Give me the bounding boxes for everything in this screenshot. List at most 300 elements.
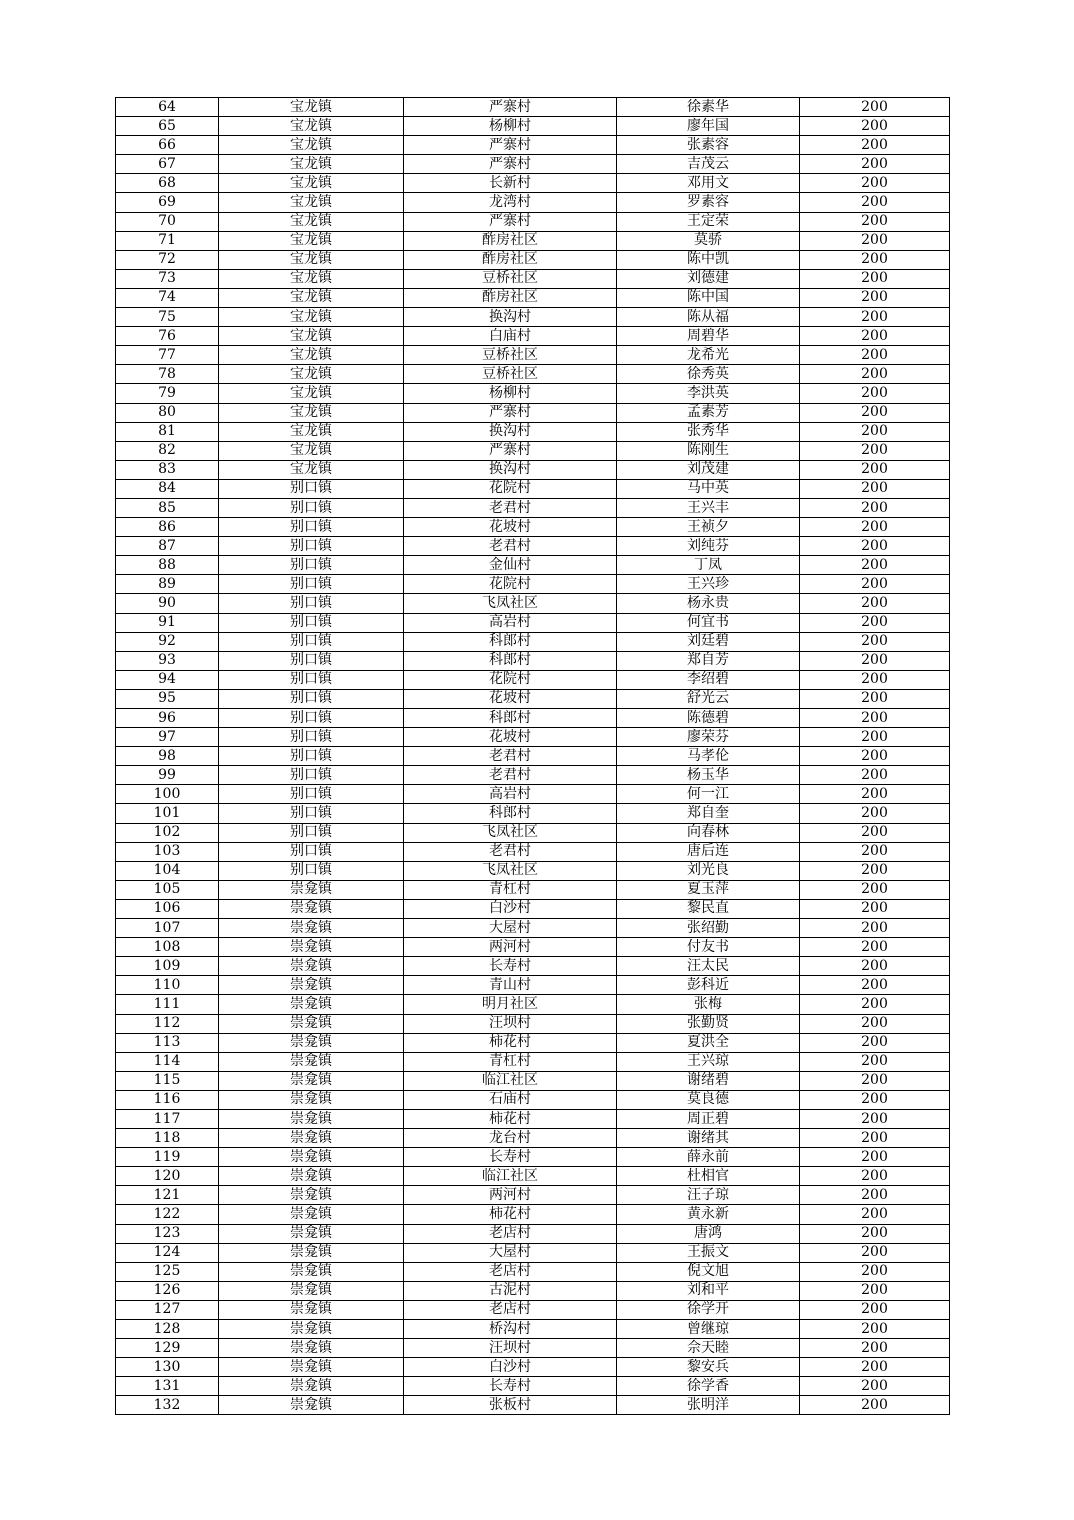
table-row	[116, 689, 950, 708]
village-cell: 严寨村	[404, 403, 617, 422]
village-cell: 严寨村	[404, 441, 617, 460]
town-cell: 别口镇	[219, 632, 404, 651]
row-number-cell: 64	[116, 98, 219, 117]
village-cell: 古泥村	[404, 1281, 617, 1300]
row-number-cell: 96	[116, 709, 219, 728]
village-cell: 酢房社区	[404, 250, 617, 269]
table-row	[116, 1129, 950, 1148]
table-row	[116, 193, 950, 212]
town-cell: 宝龙镇	[219, 231, 404, 250]
town-cell: 宝龙镇	[219, 193, 404, 212]
row-number-cell: 107	[116, 919, 219, 938]
name-cell: 马孝伦	[617, 747, 800, 766]
name-cell: 薛永前	[617, 1148, 800, 1167]
amount-cell: 200	[800, 995, 950, 1014]
town-cell: 宝龙镇	[219, 117, 404, 136]
village-cell: 石庙村	[404, 1090, 617, 1109]
town-cell: 崇龛镇	[219, 1033, 404, 1052]
roster-table	[115, 97, 950, 1415]
village-cell: 柿花村	[404, 1205, 617, 1224]
town-cell: 崇龛镇	[219, 1186, 404, 1205]
town-cell: 别口镇	[219, 804, 404, 823]
table-row	[116, 594, 950, 613]
amount-cell: 200	[800, 880, 950, 899]
town-cell: 崇龛镇	[219, 1262, 404, 1281]
town-cell: 崇龛镇	[219, 1148, 404, 1167]
name-cell: 徐学香	[617, 1377, 800, 1396]
name-cell: 付友书	[617, 938, 800, 957]
amount-cell: 200	[800, 460, 950, 479]
table-row	[116, 1243, 950, 1262]
name-cell: 莫良德	[617, 1090, 800, 1109]
town-cell: 宝龙镇	[219, 365, 404, 384]
table-row	[116, 651, 950, 670]
town-cell: 崇龛镇	[219, 1052, 404, 1071]
amount-cell: 200	[800, 1396, 950, 1415]
name-cell: 李洪英	[617, 384, 800, 403]
amount-cell: 200	[800, 117, 950, 136]
amount-cell: 200	[800, 193, 950, 212]
town-cell: 别口镇	[219, 479, 404, 498]
town-cell: 崇龛镇	[219, 938, 404, 957]
name-cell: 汪太民	[617, 957, 800, 976]
town-cell: 宝龙镇	[219, 288, 404, 307]
row-number-cell: 76	[116, 327, 219, 346]
row-number-cell: 66	[116, 136, 219, 155]
row-number-cell: 114	[116, 1052, 219, 1071]
village-cell: 长寿村	[404, 1377, 617, 1396]
table-row	[116, 1109, 950, 1128]
row-number-cell: 84	[116, 479, 219, 498]
name-cell: 夏洪全	[617, 1033, 800, 1052]
town-cell: 别口镇	[219, 842, 404, 861]
town-cell: 崇龛镇	[219, 1167, 404, 1186]
name-cell: 汪子琼	[617, 1186, 800, 1205]
table-row	[116, 231, 950, 250]
amount-cell: 200	[800, 823, 950, 842]
town-cell: 别口镇	[219, 861, 404, 880]
table-row	[116, 1300, 950, 1319]
row-number-cell: 102	[116, 823, 219, 842]
village-cell: 汪坝村	[404, 1339, 617, 1358]
row-number-cell: 75	[116, 308, 219, 327]
village-cell: 大屋村	[404, 1243, 617, 1262]
row-number-cell: 74	[116, 288, 219, 307]
town-cell: 宝龙镇	[219, 212, 404, 231]
name-cell: 黎民直	[617, 899, 800, 918]
table-row	[116, 1071, 950, 1090]
village-cell: 科郎村	[404, 651, 617, 670]
amount-cell: 200	[800, 98, 950, 117]
name-cell: 廖荣芬	[617, 728, 800, 747]
amount-cell: 200	[800, 498, 950, 517]
table-row	[116, 98, 950, 117]
village-cell: 杨柳村	[404, 117, 617, 136]
village-cell: 严寨村	[404, 98, 617, 117]
table-row	[116, 632, 950, 651]
name-cell: 王兴珍	[617, 575, 800, 594]
table-row	[116, 670, 950, 689]
name-cell: 刘纯芬	[617, 537, 800, 556]
table-row	[116, 422, 950, 441]
table-row	[116, 766, 950, 785]
village-cell: 科郎村	[404, 709, 617, 728]
amount-cell: 200	[800, 1339, 950, 1358]
name-cell: 孟素芳	[617, 403, 800, 422]
name-cell: 佘天睦	[617, 1339, 800, 1358]
name-cell: 彭科近	[617, 976, 800, 995]
amount-cell: 200	[800, 1377, 950, 1396]
town-cell: 宝龙镇	[219, 308, 404, 327]
village-cell: 白沙村	[404, 899, 617, 918]
village-cell: 青杠村	[404, 1052, 617, 1071]
name-cell: 王定荣	[617, 212, 800, 231]
name-cell: 刘茂建	[617, 460, 800, 479]
amount-cell: 200	[800, 709, 950, 728]
town-cell: 别口镇	[219, 728, 404, 747]
table-row	[116, 1339, 950, 1358]
row-number-cell: 126	[116, 1281, 219, 1300]
name-cell: 陈刚生	[617, 441, 800, 460]
row-number-cell: 124	[116, 1243, 219, 1262]
table-row	[116, 575, 950, 594]
town-cell: 别口镇	[219, 518, 404, 537]
village-cell: 老君村	[404, 747, 617, 766]
amount-cell: 200	[800, 384, 950, 403]
village-cell: 豆桥社区	[404, 365, 617, 384]
row-number-cell: 77	[116, 346, 219, 365]
row-number-cell: 131	[116, 1377, 219, 1396]
amount-cell: 200	[800, 575, 950, 594]
amount-cell: 200	[800, 1300, 950, 1319]
row-number-cell: 68	[116, 174, 219, 193]
town-cell: 崇龛镇	[219, 995, 404, 1014]
amount-cell: 200	[800, 288, 950, 307]
amount-cell: 200	[800, 861, 950, 880]
amount-cell: 200	[800, 842, 950, 861]
village-cell: 豆桥社区	[404, 269, 617, 288]
name-cell: 杨永贵	[617, 594, 800, 613]
village-cell: 飞凤社区	[404, 861, 617, 880]
town-cell: 宝龙镇	[219, 250, 404, 269]
table-row	[116, 384, 950, 403]
table-row	[116, 995, 950, 1014]
name-cell: 谢绪其	[617, 1129, 800, 1148]
row-number-cell: 121	[116, 1186, 219, 1205]
table-row	[116, 327, 950, 346]
name-cell: 王兴琼	[617, 1052, 800, 1071]
town-cell: 别口镇	[219, 785, 404, 804]
row-number-cell: 72	[116, 250, 219, 269]
row-number-cell: 71	[116, 231, 219, 250]
amount-cell: 200	[800, 1281, 950, 1300]
village-cell: 飞凤社区	[404, 594, 617, 613]
name-cell: 唐后连	[617, 842, 800, 861]
name-cell: 邓用文	[617, 174, 800, 193]
village-cell: 科郎村	[404, 632, 617, 651]
village-cell: 两河村	[404, 1186, 617, 1205]
table-row	[116, 1262, 950, 1281]
town-cell: 别口镇	[219, 498, 404, 517]
village-cell: 严寨村	[404, 212, 617, 231]
amount-cell: 200	[800, 613, 950, 632]
amount-cell: 200	[800, 422, 950, 441]
amount-cell: 200	[800, 1243, 950, 1262]
table-row	[116, 709, 950, 728]
name-cell: 刘光良	[617, 861, 800, 880]
village-cell: 青杠村	[404, 880, 617, 899]
table-row	[116, 1014, 950, 1033]
amount-cell: 200	[800, 537, 950, 556]
village-cell: 酢房社区	[404, 288, 617, 307]
row-number-cell: 81	[116, 422, 219, 441]
amount-cell: 200	[800, 804, 950, 823]
village-cell: 老君村	[404, 537, 617, 556]
name-cell: 谢绪碧	[617, 1071, 800, 1090]
village-cell: 柿花村	[404, 1109, 617, 1128]
village-cell: 龙湾村	[404, 193, 617, 212]
village-cell: 金仙村	[404, 556, 617, 575]
village-cell: 花坡村	[404, 689, 617, 708]
name-cell: 郑自芳	[617, 651, 800, 670]
table-row	[116, 403, 950, 422]
row-number-cell: 83	[116, 460, 219, 479]
row-number-cell: 70	[116, 212, 219, 231]
name-cell: 向春林	[617, 823, 800, 842]
name-cell: 张秀华	[617, 422, 800, 441]
row-number-cell: 116	[116, 1090, 219, 1109]
amount-cell: 200	[800, 670, 950, 689]
village-cell: 老店村	[404, 1262, 617, 1281]
town-cell: 别口镇	[219, 575, 404, 594]
table-row	[116, 136, 950, 155]
town-cell: 崇龛镇	[219, 957, 404, 976]
name-cell: 郑自奎	[617, 804, 800, 823]
row-number-cell: 90	[116, 594, 219, 613]
town-cell: 宝龙镇	[219, 422, 404, 441]
village-cell: 青山村	[404, 976, 617, 995]
table-row	[116, 1186, 950, 1205]
town-cell: 崇龛镇	[219, 1129, 404, 1148]
name-cell: 何一江	[617, 785, 800, 804]
town-cell: 别口镇	[219, 766, 404, 785]
town-cell: 宝龙镇	[219, 384, 404, 403]
amount-cell: 200	[800, 747, 950, 766]
amount-cell: 200	[800, 1186, 950, 1205]
town-cell: 崇龛镇	[219, 1243, 404, 1262]
amount-cell: 200	[800, 441, 950, 460]
amount-cell: 200	[800, 1090, 950, 1109]
amount-cell: 200	[800, 1109, 950, 1128]
town-cell: 宝龙镇	[219, 136, 404, 155]
row-number-cell: 98	[116, 747, 219, 766]
name-cell: 张勤贤	[617, 1014, 800, 1033]
town-cell: 崇龛镇	[219, 1090, 404, 1109]
village-cell: 龙台村	[404, 1129, 617, 1148]
name-cell: 黄永新	[617, 1205, 800, 1224]
row-number-cell: 108	[116, 938, 219, 957]
name-cell: 莫骄	[617, 231, 800, 250]
row-number-cell: 109	[116, 957, 219, 976]
name-cell: 刘德建	[617, 269, 800, 288]
amount-cell: 200	[800, 1167, 950, 1186]
name-cell: 舒光云	[617, 689, 800, 708]
town-cell: 宝龙镇	[219, 155, 404, 174]
village-cell: 高岩村	[404, 613, 617, 632]
village-cell: 换沟村	[404, 422, 617, 441]
name-cell: 陈从福	[617, 308, 800, 327]
village-cell: 明月社区	[404, 995, 617, 1014]
amount-cell: 200	[800, 365, 950, 384]
table-row	[116, 498, 950, 517]
village-cell: 长新村	[404, 174, 617, 193]
table-row	[116, 1167, 950, 1186]
amount-cell: 200	[800, 689, 950, 708]
amount-cell: 200	[800, 1358, 950, 1377]
table-row	[116, 976, 950, 995]
village-cell: 科郎村	[404, 804, 617, 823]
name-cell: 何宜书	[617, 613, 800, 632]
table-row	[116, 117, 950, 136]
row-number-cell: 79	[116, 384, 219, 403]
town-cell: 别口镇	[219, 556, 404, 575]
town-cell: 宝龙镇	[219, 346, 404, 365]
amount-cell: 200	[800, 785, 950, 804]
amount-cell: 200	[800, 174, 950, 193]
village-cell: 桥沟村	[404, 1320, 617, 1339]
name-cell: 杜相官	[617, 1167, 800, 1186]
town-cell: 崇龛镇	[219, 1320, 404, 1339]
village-cell: 张板村	[404, 1396, 617, 1415]
village-cell: 老店村	[404, 1224, 617, 1243]
town-cell: 别口镇	[219, 709, 404, 728]
name-cell: 曾继琼	[617, 1320, 800, 1339]
town-cell: 崇龛镇	[219, 899, 404, 918]
table-row	[116, 460, 950, 479]
town-cell: 崇龛镇	[219, 1224, 404, 1243]
table-row	[116, 269, 950, 288]
amount-cell: 200	[800, 155, 950, 174]
table-row	[116, 842, 950, 861]
town-cell: 崇龛镇	[219, 976, 404, 995]
table-row	[116, 747, 950, 766]
amount-cell: 200	[800, 403, 950, 422]
village-cell: 严寨村	[404, 155, 617, 174]
row-number-cell: 120	[116, 1167, 219, 1186]
name-cell: 张绍勤	[617, 919, 800, 938]
table-row	[116, 1377, 950, 1396]
town-cell: 别口镇	[219, 823, 404, 842]
name-cell: 陈中凯	[617, 250, 800, 269]
row-number-cell: 117	[116, 1109, 219, 1128]
row-number-cell: 104	[116, 861, 219, 880]
village-cell: 临江社区	[404, 1071, 617, 1090]
row-number-cell: 105	[116, 880, 219, 899]
row-number-cell: 73	[116, 269, 219, 288]
village-cell: 两河村	[404, 938, 617, 957]
row-number-cell: 106	[116, 899, 219, 918]
table-row	[116, 537, 950, 556]
name-cell: 廖年国	[617, 117, 800, 136]
table-row	[116, 155, 950, 174]
table-row	[116, 441, 950, 460]
town-cell: 别口镇	[219, 670, 404, 689]
row-number-cell: 122	[116, 1205, 219, 1224]
row-number-cell: 69	[116, 193, 219, 212]
amount-cell: 200	[800, 919, 950, 938]
name-cell: 马中英	[617, 479, 800, 498]
roster-table-body	[116, 98, 950, 1415]
row-number-cell: 95	[116, 689, 219, 708]
name-cell: 吉茂云	[617, 155, 800, 174]
row-number-cell: 94	[116, 670, 219, 689]
row-number-cell: 118	[116, 1129, 219, 1148]
name-cell: 丁凤	[617, 556, 800, 575]
name-cell: 周正碧	[617, 1109, 800, 1128]
town-cell: 崇龛镇	[219, 1300, 404, 1319]
table-row	[116, 288, 950, 307]
village-cell: 换沟村	[404, 460, 617, 479]
village-cell: 白沙村	[404, 1358, 617, 1377]
row-number-cell: 113	[116, 1033, 219, 1052]
amount-cell: 200	[800, 327, 950, 346]
village-cell: 老君村	[404, 498, 617, 517]
row-number-cell: 127	[116, 1300, 219, 1319]
village-cell: 花院村	[404, 670, 617, 689]
table-row	[116, 1052, 950, 1071]
amount-cell: 200	[800, 1033, 950, 1052]
town-cell: 崇龛镇	[219, 1396, 404, 1415]
village-cell: 长寿村	[404, 957, 617, 976]
village-cell: 汪坝村	[404, 1014, 617, 1033]
name-cell: 张明洋	[617, 1396, 800, 1415]
name-cell: 张梅	[617, 995, 800, 1014]
amount-cell: 200	[800, 1320, 950, 1339]
name-cell: 王祯夕	[617, 518, 800, 537]
table-row	[116, 861, 950, 880]
amount-cell: 200	[800, 250, 950, 269]
amount-cell: 200	[800, 766, 950, 785]
town-cell: 崇龛镇	[219, 880, 404, 899]
row-number-cell: 97	[116, 728, 219, 747]
name-cell: 徐学开	[617, 1300, 800, 1319]
amount-cell: 200	[800, 957, 950, 976]
row-number-cell: 88	[116, 556, 219, 575]
table-row	[116, 346, 950, 365]
amount-cell: 200	[800, 212, 950, 231]
amount-cell: 200	[800, 518, 950, 537]
amount-cell: 200	[800, 728, 950, 747]
row-number-cell: 115	[116, 1071, 219, 1090]
village-cell: 老店村	[404, 1300, 617, 1319]
name-cell: 徐秀英	[617, 365, 800, 384]
table-row	[116, 518, 950, 537]
amount-cell: 200	[800, 1148, 950, 1167]
row-number-cell: 82	[116, 441, 219, 460]
village-cell: 花坡村	[404, 728, 617, 747]
town-cell: 宝龙镇	[219, 327, 404, 346]
table-row	[116, 880, 950, 899]
village-cell: 花坡村	[404, 518, 617, 537]
name-cell: 王振文	[617, 1243, 800, 1262]
row-number-cell: 123	[116, 1224, 219, 1243]
table-row	[116, 1224, 950, 1243]
town-cell: 别口镇	[219, 747, 404, 766]
amount-cell: 200	[800, 556, 950, 575]
name-cell: 杨玉华	[617, 766, 800, 785]
amount-cell: 200	[800, 136, 950, 155]
row-number-cell: 85	[116, 498, 219, 517]
